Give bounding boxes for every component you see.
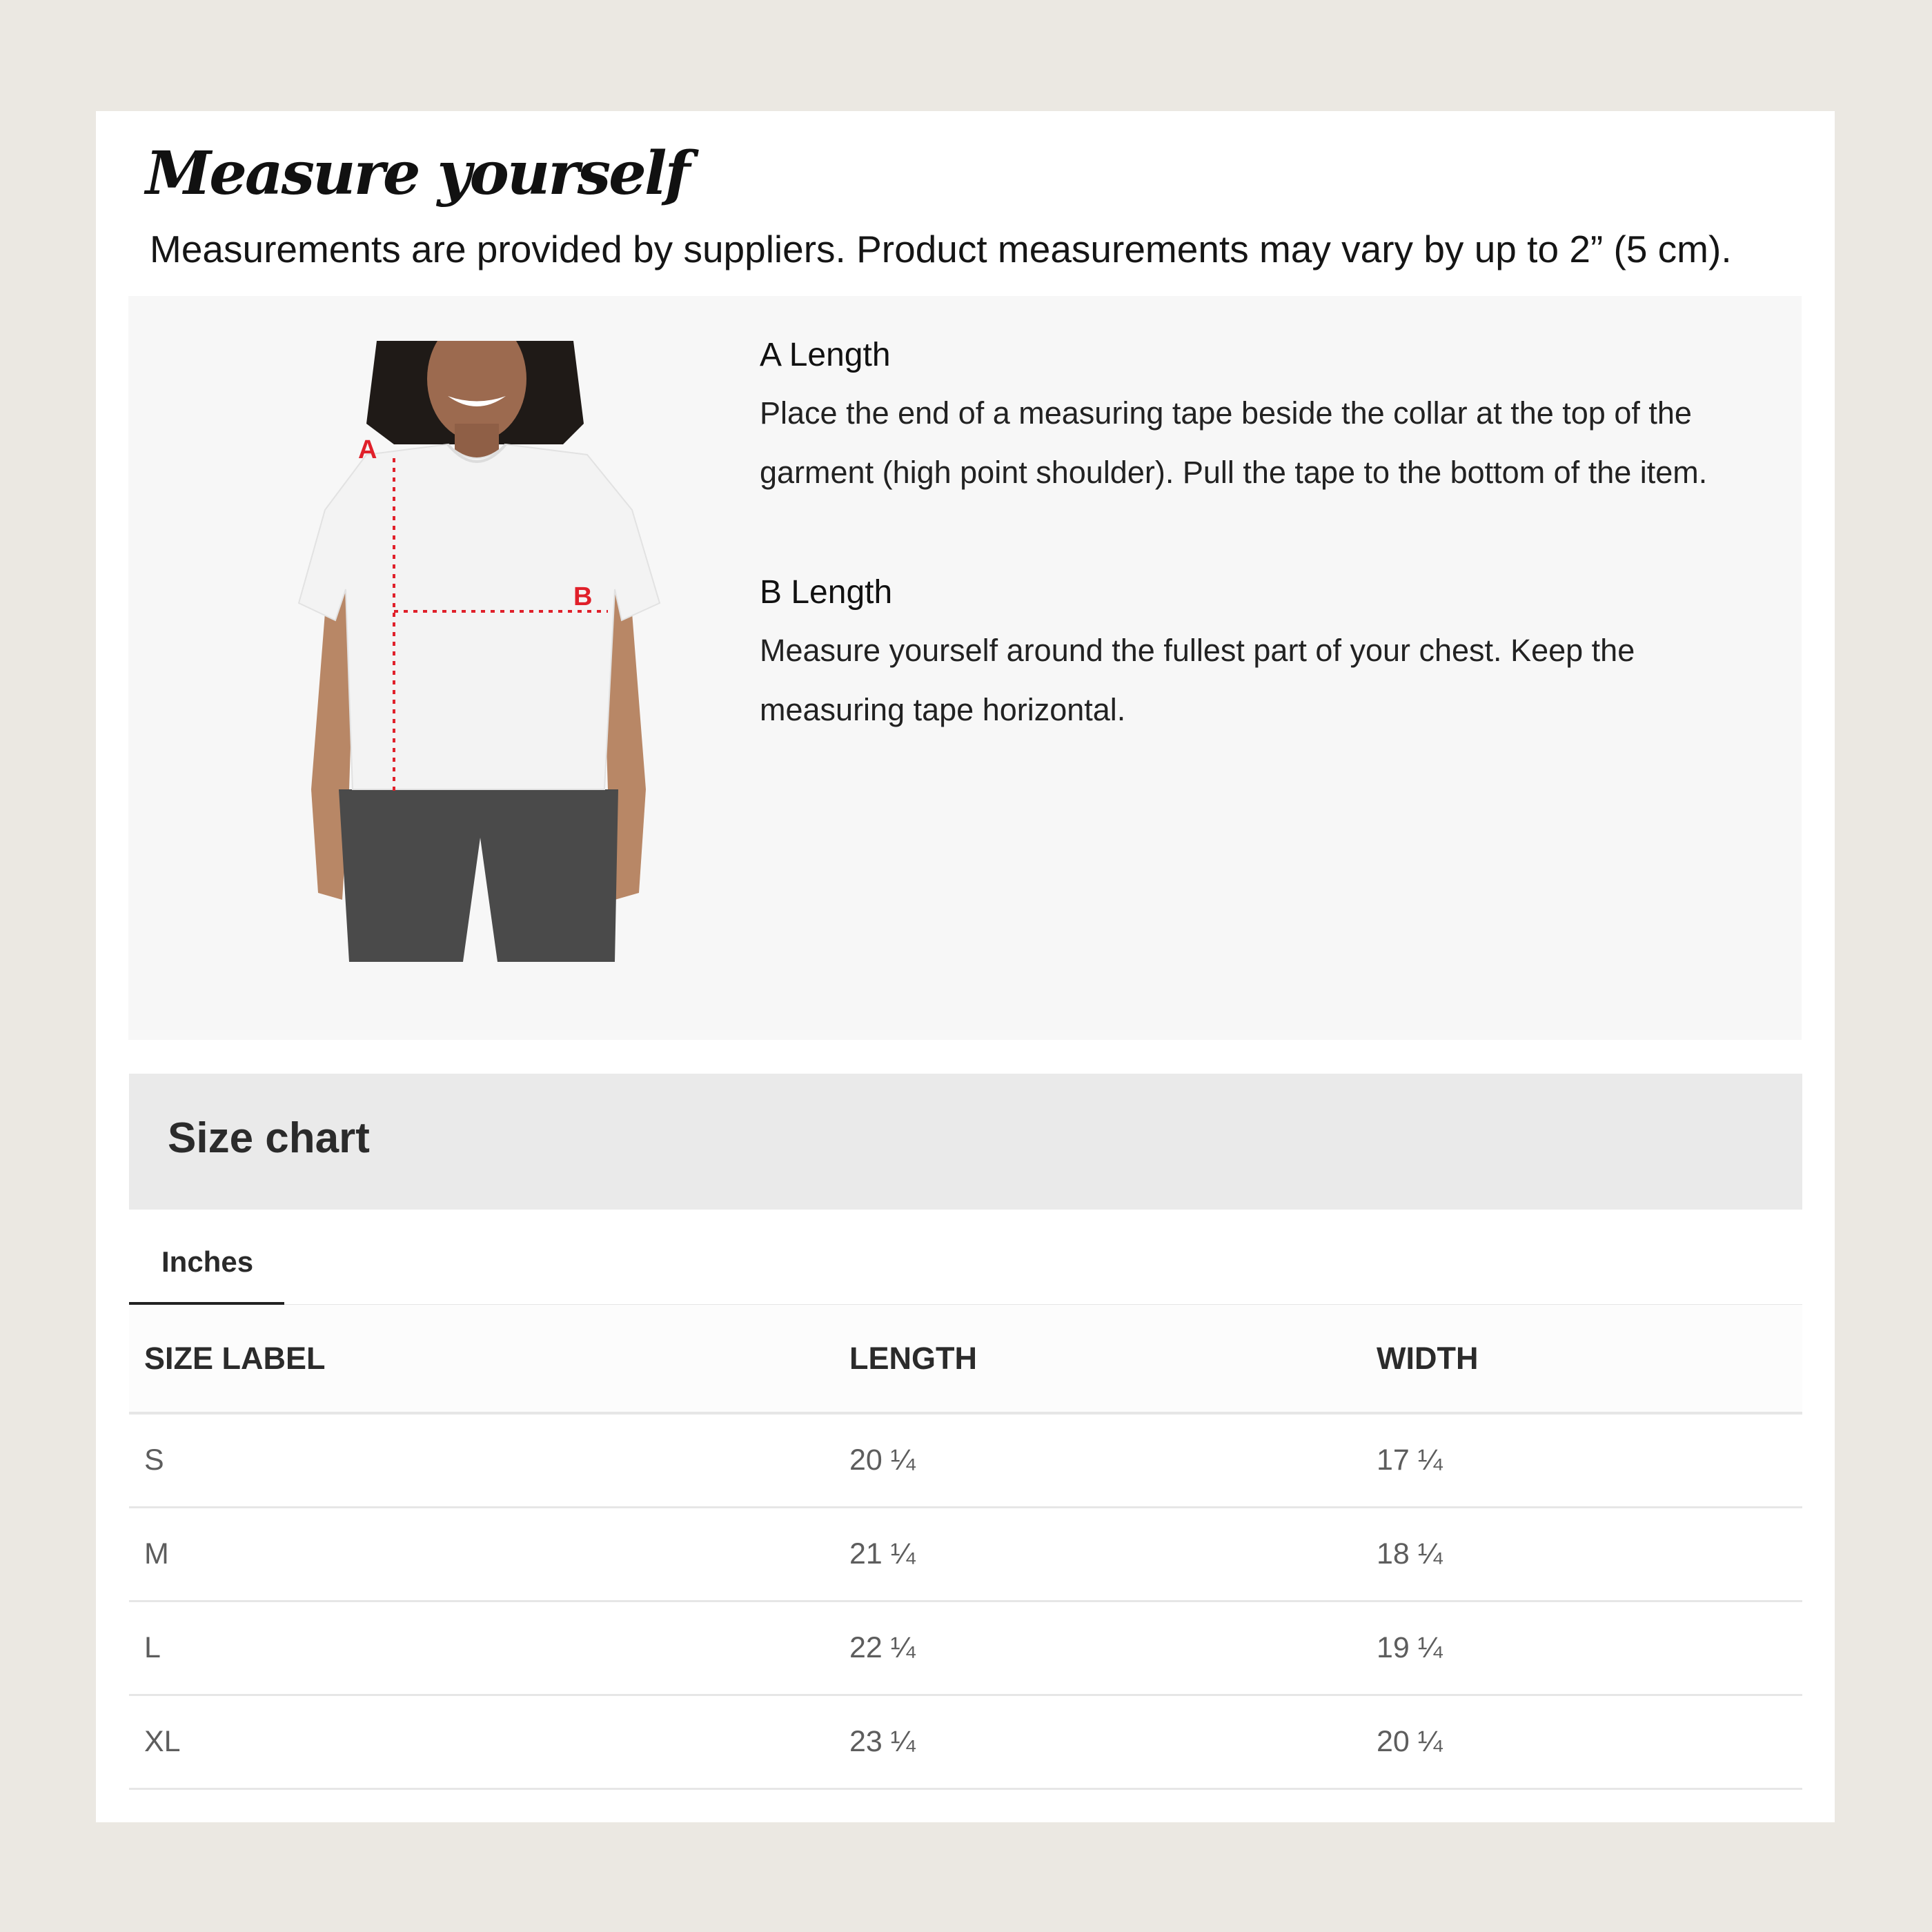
size-table <box>129 1305 1802 1790</box>
measurement-disclaimer: Measurements are provided by suppliers. Product measurements may vary by up to 2” (5 cm). <box>150 228 1732 270</box>
page-title: Measure yourself <box>146 139 689 208</box>
measurement-b-title: B Length <box>760 574 893 611</box>
measurement-a <box>760 336 1767 502</box>
measurement-a-text: Place the end of a measuring tape beside the collar at the top of the garment (high point shoulder). Pull the tape to the bottom of the item. <box>760 395 1708 490</box>
measurement-b-text: Measure yourself around the fullest part of your chest. Keep the measuring tape horizontal. <box>760 633 1635 727</box>
column-header-size-label: SIZE LABEL <box>144 1340 326 1376</box>
size-cell: L <box>144 1631 161 1664</box>
tab-inches-label: Inches <box>161 1245 254 1278</box>
table-row <box>129 1696 1802 1790</box>
table-header-row <box>129 1305 1802 1414</box>
length-cell: 22 ¼ <box>849 1631 916 1664</box>
unit-tabs <box>129 1210 1802 1306</box>
measurement-b <box>760 573 1767 740</box>
size-chart-title: Size chart <box>168 1114 370 1162</box>
width-cell: 17 ¼ <box>1377 1443 1443 1477</box>
size-guide-card <box>96 111 1835 1822</box>
marker-b: B <box>573 582 593 611</box>
width-cell: 19 ¼ <box>1377 1631 1443 1664</box>
size-chart-header <box>129 1074 1802 1210</box>
width-cell: 20 ¼ <box>1377 1725 1443 1758</box>
size-cell: M <box>144 1537 169 1570</box>
marker-a: A <box>358 435 377 464</box>
table-row <box>129 1602 1802 1696</box>
measurement-a-title: A Length <box>760 337 891 373</box>
column-header-width: WIDTH <box>1377 1340 1479 1376</box>
size-cell: S <box>144 1443 164 1477</box>
table-row <box>129 1414 1802 1508</box>
column-header-length: LENGTH <box>849 1340 977 1376</box>
model-figure-image <box>290 341 677 962</box>
model-illustration <box>290 341 677 962</box>
width-cell: 18 ¼ <box>1377 1537 1443 1570</box>
table-row <box>129 1508 1802 1602</box>
measure-panel <box>128 296 1802 1040</box>
length-cell: 20 ¼ <box>849 1443 916 1477</box>
size-cell: XL <box>144 1725 181 1758</box>
tab-inches[interactable] <box>129 1210 284 1306</box>
length-cell: 23 ¼ <box>849 1725 916 1758</box>
length-cell: 21 ¼ <box>849 1537 916 1570</box>
